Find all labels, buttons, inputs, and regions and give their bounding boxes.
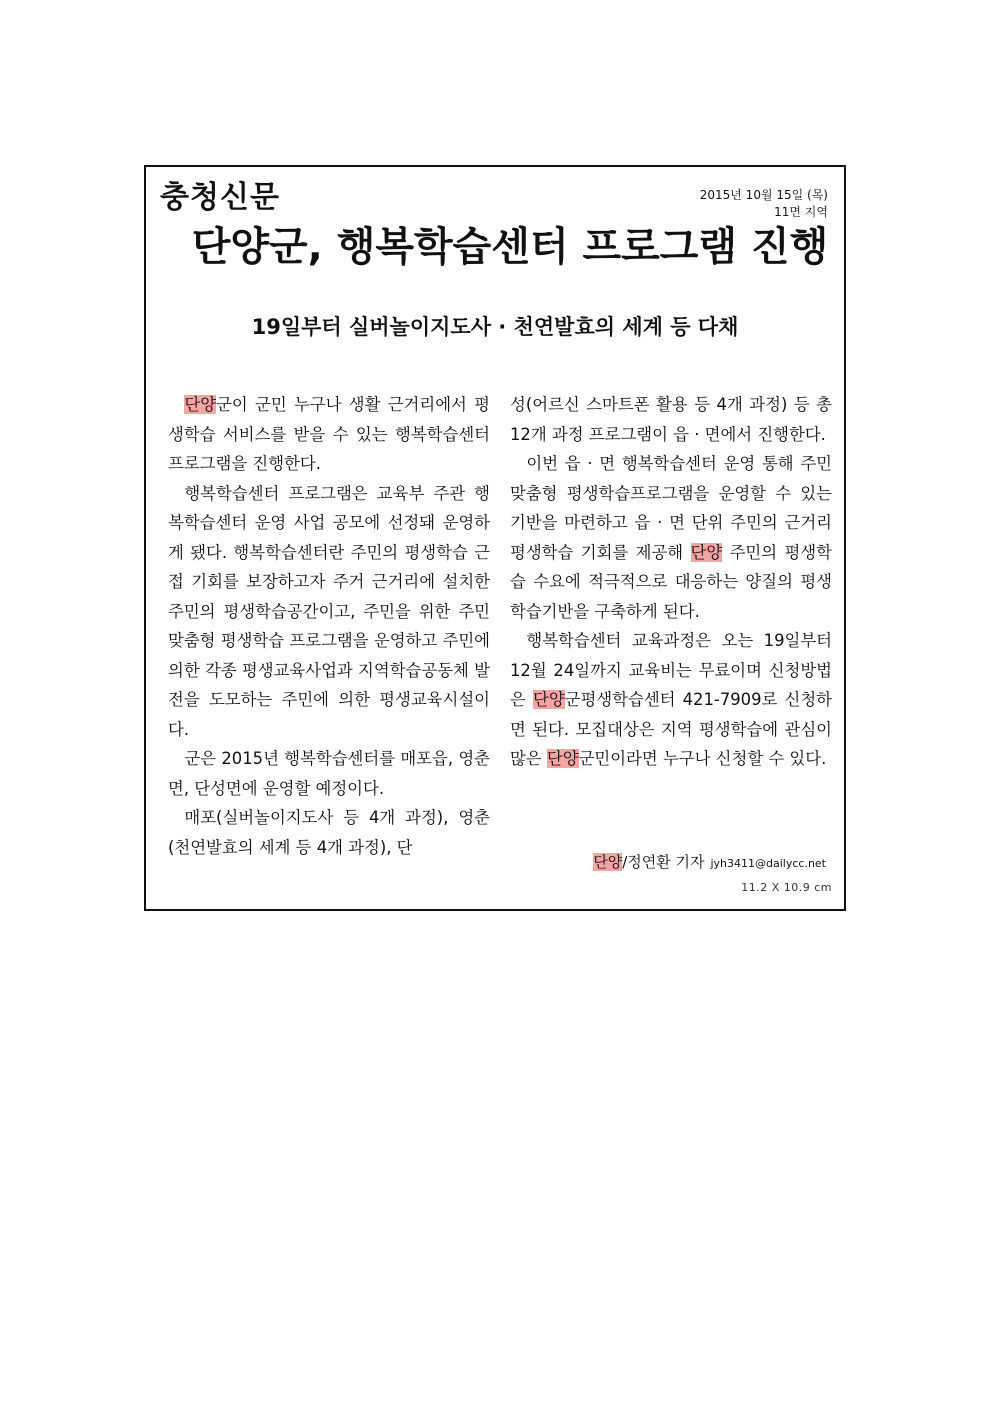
byline bbox=[593, 851, 826, 875]
paragraph: 매포(실버놀이지도사 등 4개 과정), 영춘(천연발효의 세계 등 4개 과정), 단 bbox=[168, 808, 490, 857]
newspaper-clipping bbox=[144, 165, 846, 911]
reporter-email: jyh3411@dailycc.net bbox=[710, 857, 826, 870]
paragraph-text: 군이 군민 누구나 생활 근거리에서 평생학습 서비스를 받을 수 있는 행복학습센터 프로그램을 진행한다. bbox=[168, 395, 490, 473]
issue-section: 11면 지역 bbox=[774, 205, 828, 219]
issue-date: 2015년 10월 15일 (목) bbox=[699, 188, 828, 202]
newspaper-name: 충청신문 bbox=[160, 180, 280, 215]
highlighted-term: 단양 bbox=[546, 749, 579, 768]
highlighted-term: 단양 bbox=[532, 690, 565, 709]
paragraph-text: 주민의 평생학습 수요에 적극적으로 대응하는 양질의 평생학습기반을 구축하게 된다. bbox=[510, 542, 832, 621]
paragraph: 군은 2015년 행복학습센터를 매포읍, 영춘면, 단성면에 운영할 예정이다. bbox=[168, 749, 490, 798]
article-column-right bbox=[510, 390, 832, 860]
article-body bbox=[168, 390, 832, 860]
article-column-left bbox=[168, 390, 490, 860]
paragraph bbox=[168, 390, 490, 479]
paragraph-text: 군평생학습센터 421-7909로 신청하면 된다. 모집대상은 지역 평생학습에 관심이 많은 bbox=[510, 690, 833, 768]
highlighted-term: 단양 bbox=[690, 542, 723, 562]
paragraph: 행복학습센터 프로그램은 교육부 주관 행복학습센터 운영 사업 공모에 선정돼 운영하게 됐다. 행복학습센터란 주민의 평생학습 근접 기회를 보장하고자 주거 근거리에 설치한 주민의 평생학습공간이고, 주민을 위한 주민 맞춤형 평생학습 프로그램을 운영하고 주민에 의한 각종 평생교육사업과 지역학습공동체 발전을 도모하는 주민에 의한 평생교육시설이다. bbox=[168, 483, 490, 739]
paragraph: 성(어르신 스마트폰 활용 등 4개 과정) 등 총 12개 과정 프로그램이 읍 · 면에서 진행한다. bbox=[510, 395, 832, 444]
paragraph bbox=[510, 449, 832, 626]
paragraph-text: 군민이라면 누구나 신청할 수 있다. bbox=[578, 749, 827, 768]
paragraph bbox=[510, 626, 832, 774]
highlighted-term: 단양 bbox=[593, 853, 623, 871]
issue-meta bbox=[700, 187, 828, 221]
paragraph-text: 이번 읍 · 면 행복학습센터 운영 통해 주민 맞춤형 평생학습프로그램을 운영할 수 있는 기반을 마련하고 읍 · 면 단위 주민의 근거리 평생학습 기회를 제공해 bbox=[510, 454, 832, 562]
article-subheadline: 19일부터 실버놀이지도사 · 천연발효의 세계 등 다채 bbox=[251, 315, 739, 339]
article-headline: 단양군, 행복학습센터 프로그램 진행 bbox=[191, 224, 829, 270]
clipping-size: 11.2 X 10.9 cm bbox=[741, 881, 832, 894]
highlighted-term: 단양 bbox=[184, 395, 217, 414]
paragraph-text: 행복학습센터 교육과정은 오는 19일부터 12월 24일까지 교육비는 무료이며 신청방법은 bbox=[510, 631, 832, 709]
reporter-name: /정연환 기자 bbox=[622, 853, 705, 871]
